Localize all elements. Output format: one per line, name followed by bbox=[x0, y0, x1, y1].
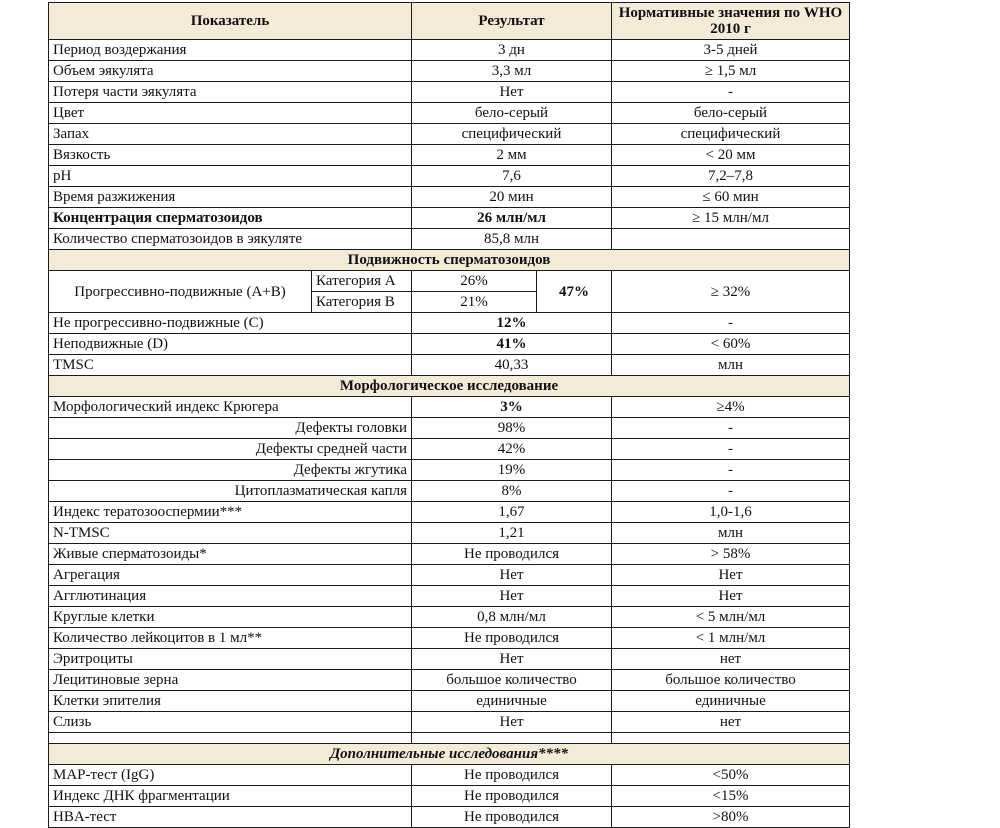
row-result: единичные bbox=[412, 691, 612, 712]
row-norm: < 1 млн/мл bbox=[612, 628, 850, 649]
row-result: Не проводился bbox=[412, 544, 612, 565]
row-result: 3% bbox=[412, 397, 612, 418]
row-label: Агрегация bbox=[49, 565, 412, 586]
row-norm: нет bbox=[612, 649, 850, 670]
row-label: Морфологический индекс Крюгера bbox=[49, 397, 412, 418]
section-title: Дополнительные исследования**** bbox=[49, 744, 850, 765]
row-result: 8% bbox=[412, 481, 612, 502]
section-header-motility bbox=[49, 250, 850, 271]
row-norm: ≥ 15 млн/мл bbox=[612, 208, 850, 229]
row-norm: 3-5 дней bbox=[612, 40, 850, 61]
section-header-morphology bbox=[49, 376, 850, 397]
row-norm: - bbox=[612, 418, 850, 439]
row-label: Живые сперматозоиды* bbox=[49, 544, 412, 565]
table-row bbox=[49, 61, 850, 82]
section-title: Морфологическое исследование bbox=[49, 376, 850, 397]
progressive-label: Прогрессивно-подвижные (A+B) bbox=[49, 271, 312, 313]
row-norm: - bbox=[612, 82, 850, 103]
row-label: Лецитиновые зерна bbox=[49, 670, 412, 691]
row-norm: < 20 мм bbox=[612, 145, 850, 166]
row-norm: ≥ 1,5 мл bbox=[612, 61, 850, 82]
row-label: Не прогрессивно-подвижные (C) bbox=[49, 313, 412, 334]
row-norm: - bbox=[612, 313, 850, 334]
header-result: Результат bbox=[412, 3, 612, 40]
row-label: Количество лейкоцитов в 1 мл** bbox=[49, 628, 412, 649]
row-result: 41% bbox=[412, 334, 612, 355]
row-label: MAP-тест (IgG) bbox=[49, 765, 412, 786]
row-label: Цвет bbox=[49, 103, 412, 124]
table-row bbox=[49, 40, 850, 61]
row-label: Индекс тератозооспермии*** bbox=[49, 502, 412, 523]
row-label: Круглые клетки bbox=[49, 607, 412, 628]
defect-label: Дефекты головки bbox=[49, 418, 412, 439]
table-row bbox=[49, 208, 850, 229]
row-norm: большое количество bbox=[612, 670, 850, 691]
row-label: Слизь bbox=[49, 712, 412, 733]
row-result: Не проводился bbox=[412, 765, 612, 786]
row-label: Период воздержания bbox=[49, 40, 412, 61]
semen-analysis-table bbox=[48, 2, 850, 828]
table-row bbox=[49, 82, 850, 103]
category-a-label: Категория A bbox=[312, 271, 412, 292]
table-row bbox=[49, 313, 850, 334]
table-row bbox=[49, 124, 850, 145]
row-norm: Нет bbox=[612, 565, 850, 586]
table-row bbox=[49, 765, 850, 786]
row-norm: >80% bbox=[612, 807, 850, 828]
header-normative: Нормативные значения по WHO 2010 г bbox=[612, 3, 850, 40]
defect-label: Дефекты жгутика bbox=[49, 460, 412, 481]
row-label: Запах bbox=[49, 124, 412, 145]
row-result: 12% bbox=[412, 313, 612, 334]
row-norm: нет bbox=[612, 712, 850, 733]
table-row bbox=[49, 103, 850, 124]
row-norm: ≥4% bbox=[612, 397, 850, 418]
table-row bbox=[49, 481, 850, 502]
row-result: 0,8 млн/мл bbox=[412, 607, 612, 628]
row-norm: 1,0-1,6 bbox=[612, 502, 850, 523]
category-b-label: Категория B bbox=[312, 292, 412, 313]
row-result: специфический bbox=[412, 124, 612, 145]
spacer-cell bbox=[412, 733, 612, 744]
row-result: Нет bbox=[412, 712, 612, 733]
row-label: Объем эякулята bbox=[49, 61, 412, 82]
row-result: Не проводился bbox=[412, 786, 612, 807]
row-label: HBA-тест bbox=[49, 807, 412, 828]
row-label: Эритроциты bbox=[49, 649, 412, 670]
row-label: Вязкость bbox=[49, 145, 412, 166]
row-label: Время разжижения bbox=[49, 187, 412, 208]
table-row bbox=[49, 670, 850, 691]
row-result: 7,6 bbox=[412, 166, 612, 187]
spacer-cell bbox=[49, 733, 412, 744]
row-norm: специфический bbox=[612, 124, 850, 145]
progressive-total: 47% bbox=[537, 271, 612, 313]
row-norm: Нет bbox=[612, 586, 850, 607]
row-result: 98% bbox=[412, 418, 612, 439]
table-row bbox=[49, 649, 850, 670]
table-row bbox=[49, 187, 850, 208]
row-result: Не проводился bbox=[412, 628, 612, 649]
row-result: 40,33 bbox=[412, 355, 612, 376]
row-result: 19% bbox=[412, 460, 612, 481]
row-norm: <50% bbox=[612, 765, 850, 786]
row-norm: млн bbox=[612, 355, 850, 376]
table-row bbox=[49, 145, 850, 166]
row-label: Потеря части эякулята bbox=[49, 82, 412, 103]
section-title: Подвижность сперматозоидов bbox=[49, 250, 850, 271]
row-result: 20 мин bbox=[412, 187, 612, 208]
row-norm: бело-серый bbox=[612, 103, 850, 124]
row-result: 1,67 bbox=[412, 502, 612, 523]
row-norm: млн bbox=[612, 523, 850, 544]
row-result: 3,3 мл bbox=[412, 61, 612, 82]
table-row bbox=[49, 502, 850, 523]
table-row bbox=[49, 271, 850, 292]
row-norm: 7,2–7,8 bbox=[612, 166, 850, 187]
row-label: Клетки эпителия bbox=[49, 691, 412, 712]
row-label: Неподвижные (D) bbox=[49, 334, 412, 355]
table-row bbox=[49, 355, 850, 376]
category-b-value: 21% bbox=[412, 292, 537, 313]
spacer-row bbox=[49, 733, 850, 744]
table-row bbox=[49, 418, 850, 439]
row-norm: < 60% bbox=[612, 334, 850, 355]
row-norm: единичные bbox=[612, 691, 850, 712]
defect-label: Дефекты средней части bbox=[49, 439, 412, 460]
table-header-row bbox=[49, 3, 850, 40]
row-result: бело-серый bbox=[412, 103, 612, 124]
row-norm: - bbox=[612, 460, 850, 481]
table-row bbox=[49, 397, 850, 418]
table-row bbox=[49, 439, 850, 460]
row-result: 1,21 bbox=[412, 523, 612, 544]
row-result: Нет bbox=[412, 82, 612, 103]
row-norm bbox=[612, 229, 850, 250]
category-a-value: 26% bbox=[412, 271, 537, 292]
row-result: 3 дн bbox=[412, 40, 612, 61]
table-row bbox=[49, 628, 850, 649]
row-result: 85,8 млн bbox=[412, 229, 612, 250]
row-norm: - bbox=[612, 439, 850, 460]
row-result: 2 мм bbox=[412, 145, 612, 166]
spacer-cell bbox=[612, 733, 850, 744]
section-header-additional bbox=[49, 744, 850, 765]
row-norm: - bbox=[612, 481, 850, 502]
row-norm: <15% bbox=[612, 786, 850, 807]
row-norm: ≤ 60 мин bbox=[612, 187, 850, 208]
table-row bbox=[49, 523, 850, 544]
defect-label: Цитоплазматическая капля bbox=[49, 481, 412, 502]
row-label: Количество сперматозоидов в эякуляте bbox=[49, 229, 412, 250]
table-row bbox=[49, 544, 850, 565]
row-result: большое количество bbox=[412, 670, 612, 691]
row-result: Не проводился bbox=[412, 807, 612, 828]
row-label: TMSC bbox=[49, 355, 412, 376]
table-row bbox=[49, 586, 850, 607]
row-label: pH bbox=[49, 166, 412, 187]
table-row bbox=[49, 607, 850, 628]
table-row bbox=[49, 712, 850, 733]
row-result: Нет bbox=[412, 649, 612, 670]
row-result: Нет bbox=[412, 586, 612, 607]
row-label: N-TMSC bbox=[49, 523, 412, 544]
table-row bbox=[49, 691, 850, 712]
table-row bbox=[49, 334, 850, 355]
table-row bbox=[49, 565, 850, 586]
row-norm: > 58% bbox=[612, 544, 850, 565]
row-result: Нет bbox=[412, 565, 612, 586]
row-result: 26 млн/мл bbox=[412, 208, 612, 229]
header-indicator: Показатель bbox=[49, 3, 412, 40]
table-row bbox=[49, 166, 850, 187]
table-row bbox=[49, 786, 850, 807]
progressive-norm: ≥ 32% bbox=[612, 271, 850, 313]
row-result: 42% bbox=[412, 439, 612, 460]
table-row bbox=[49, 229, 850, 250]
table-row bbox=[49, 460, 850, 481]
row-label: Индекс ДНК фрагментации bbox=[49, 786, 412, 807]
row-label: Концентрация сперматозоидов bbox=[49, 208, 412, 229]
row-label: Агглютинация bbox=[49, 586, 412, 607]
row-norm: < 5 млн/мл bbox=[612, 607, 850, 628]
